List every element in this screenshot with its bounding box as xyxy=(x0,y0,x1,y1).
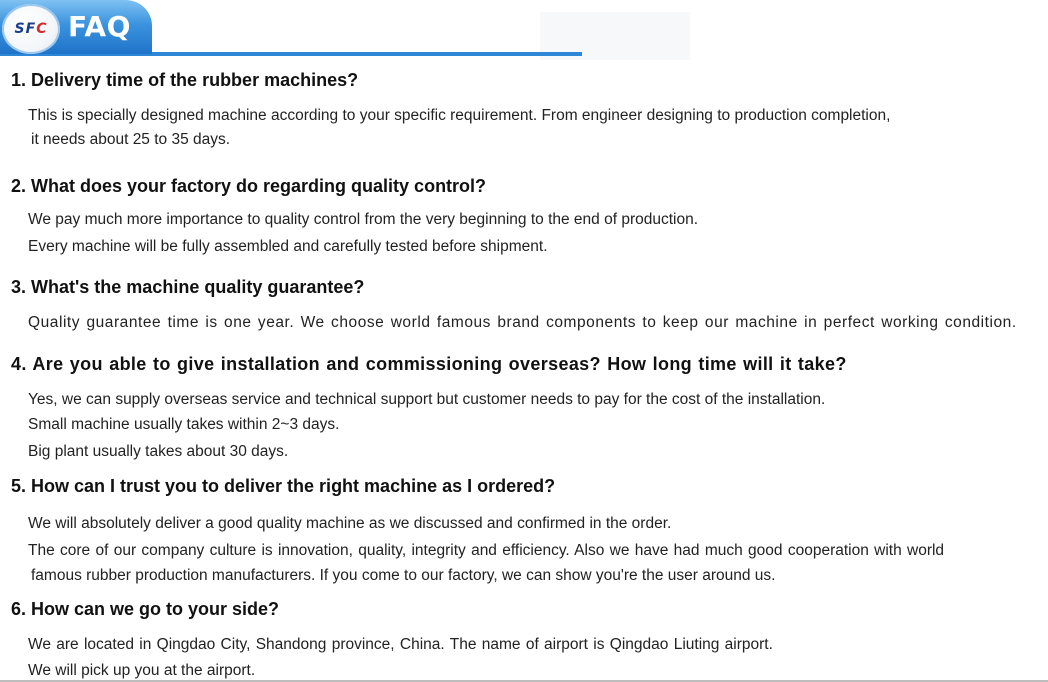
faq-answer-4-line-3: Big plant usually takes about 30 days. xyxy=(28,443,289,460)
faq-answer-4-line-2: Small machine usually takes within 2~3 days. xyxy=(28,416,340,433)
logo-text: SFC xyxy=(14,21,48,37)
faq-answer-5-line-3: famous rubber production manufacturers. If you come to our factory, we can show you're the user around us. xyxy=(31,567,776,584)
faq-answer-2-line-2: Every machine will be fully assembled and carefully tested before shipment. xyxy=(28,238,548,255)
faq-answer-2-line-1: We pay much more importance to quality control from the very beginning to the end of production. xyxy=(28,211,699,228)
faq-answer-4-line-1: Yes, we can supply overseas service and technical support but customer needs to pay for the cost of the installation. xyxy=(28,391,826,408)
faq-question-4: 4. Are you able to give installation and commissioning overseas? How long time will it take? xyxy=(11,354,847,374)
faq-answer-3-line-1: Quality guarantee time is one year. We choose world famous brand components to keep our machine in perfect working condition. xyxy=(28,314,1017,331)
faq-question-2: 2. What does your factory do regarding quality control? xyxy=(11,176,487,196)
faq-question-1: 1. Delivery time of the rubber machines? xyxy=(11,70,359,90)
faq-answer-5-line-2: The core of our company culture is innovation, quality, integrity and efficiency. Also we have had much good cooperation with world xyxy=(28,542,945,559)
faq-answer-1-line-2: it needs about 25 to 35 days. xyxy=(31,131,231,148)
faq-question-3: 3. What's the machine quality guarantee? xyxy=(11,277,365,297)
page-title: FAQ xyxy=(68,10,131,43)
faq-question-6: 6. How can we go to your side? xyxy=(11,599,280,619)
faq-answer-6-line-1: We are located in Qingdao City, Shandong province, China. The name of airport is Qingdao Liuting airport. xyxy=(28,636,773,653)
faq-question-5: 5. How can I trust you to deliver the right machine as I ordered? xyxy=(11,476,556,496)
faq-answer-5-line-1: We will absolutely deliver a good quality machine as we discussed and confirmed in the order. xyxy=(28,515,672,532)
faq-answer-6-line-2: We will pick up you at the airport. xyxy=(28,662,256,679)
faq-answer-1-line-1: This is specially designed machine according to your specific requirement. From engineer designing to production completion, xyxy=(28,107,891,124)
